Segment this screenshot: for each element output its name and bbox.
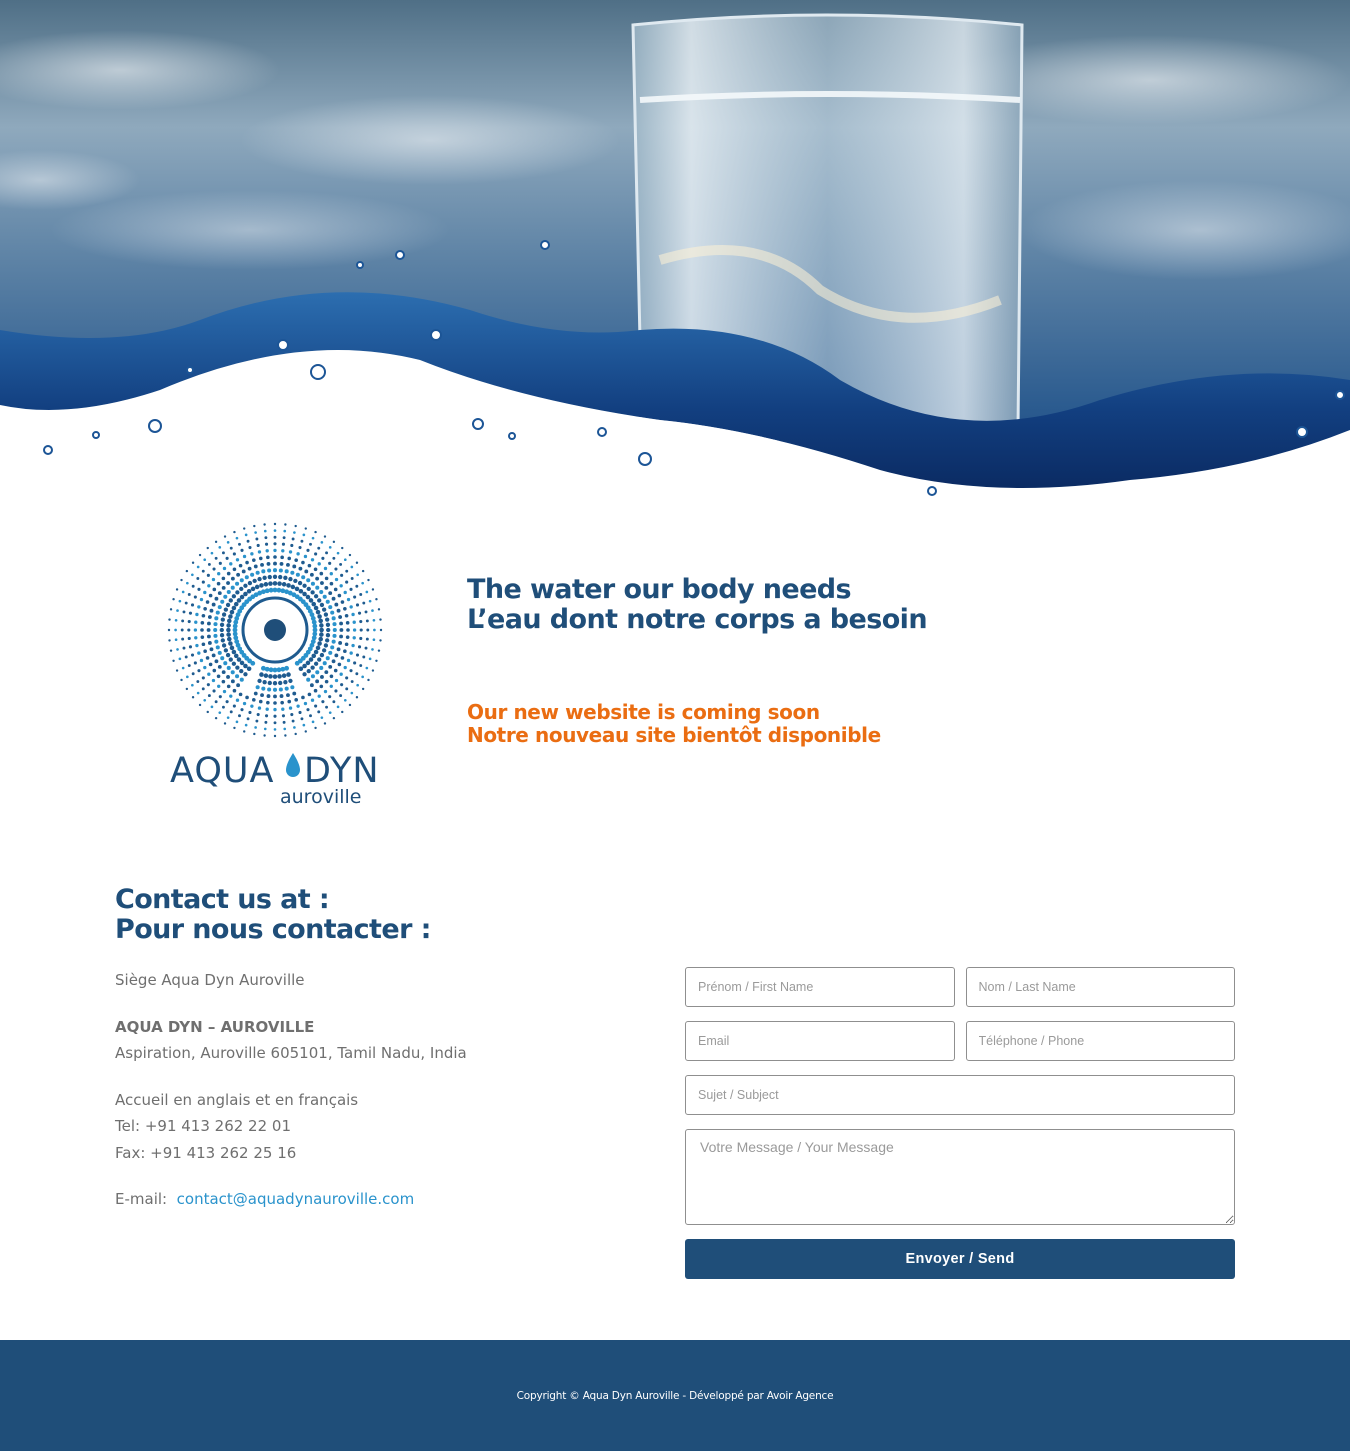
email-link[interactable]: contact@aquadynauroville.com bbox=[176, 1190, 415, 1208]
last-name-field[interactable] bbox=[966, 967, 1236, 1007]
water-glass-image bbox=[0, 0, 1350, 510]
hero-banner bbox=[0, 0, 1350, 510]
email-label: E-mail: bbox=[115, 1190, 168, 1208]
logo-name-left: AQUA bbox=[170, 751, 275, 791]
company-name: AQUA DYN – AUROVILLE bbox=[115, 1017, 315, 1036]
footer bbox=[0, 1340, 1350, 1451]
subject-field[interactable] bbox=[685, 1075, 1235, 1115]
logo-name-right: DYN bbox=[304, 751, 380, 791]
tagline-fr: L’eau dont notre corps a besoin bbox=[467, 604, 927, 635]
aqua-dyn-logo bbox=[165, 520, 390, 810]
send-button[interactable]: Envoyer / Send bbox=[685, 1239, 1235, 1279]
water-drop-icon bbox=[286, 753, 300, 777]
logo-subtitle: auroville bbox=[280, 786, 362, 808]
fax-number: Fax: +91 413 262 25 16 bbox=[115, 1143, 297, 1162]
contact-title-en: Contact us at : bbox=[115, 884, 330, 915]
sunburst-logo-icon bbox=[165, 520, 390, 810]
contact-section bbox=[115, 885, 635, 1233]
first-name-field[interactable] bbox=[685, 967, 955, 1007]
email-field[interactable] bbox=[685, 1021, 955, 1061]
message-field[interactable] bbox=[685, 1129, 1235, 1225]
contact-form bbox=[685, 967, 1235, 1279]
contact-info bbox=[115, 967, 635, 1213]
copyright-text: Copyright © Aqua Dyn Auroville - Développé par Avoir Agence bbox=[516, 1389, 834, 1402]
phone-field[interactable] bbox=[966, 1021, 1236, 1061]
phone-number: Tel: +91 413 262 22 01 bbox=[115, 1117, 291, 1135]
contact-title-fr: Pour nous contacter : bbox=[115, 914, 431, 945]
coming-soon-en: Our new website is coming soon bbox=[467, 700, 820, 724]
coming-soon-fr: Notre nouveau site bientôt disponible bbox=[467, 723, 881, 747]
tagline-block bbox=[467, 575, 1167, 747]
accueil-text: Accueil en anglais et en français bbox=[115, 1090, 359, 1109]
siege-label: Siège Aqua Dyn Auroville bbox=[115, 971, 305, 989]
tagline-en: The water our body needs bbox=[467, 574, 851, 605]
address: Aspiration, Auroville 605101, Tamil Nadu, India bbox=[115, 1044, 467, 1062]
